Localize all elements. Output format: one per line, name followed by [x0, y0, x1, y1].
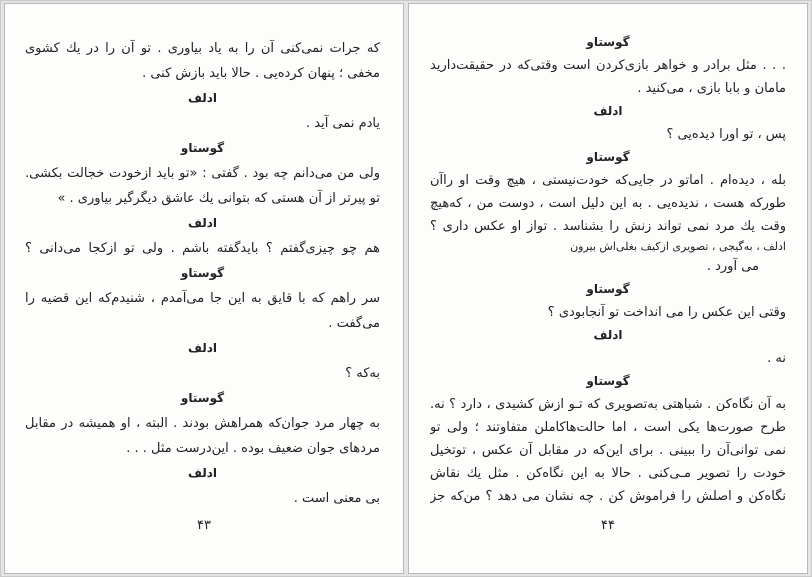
dialogue-line: تو پیرتر از آن هستی که بتوانی یك عاشق دیگرگیر بیاوری . »	[57, 191, 380, 206]
dialogue-line: خودت را تصویر مـی‌کنی . حالا به این نگاه‌کن . مثل یك نقاش	[430, 466, 786, 481]
speaker-heading: گوستاو	[180, 141, 225, 155]
speaker-heading: ادلف	[187, 466, 218, 480]
page-43-content	[5, 4, 403, 573]
dialogue-line: مردهای جوان ضعیف بوده . این‌درست مثل . . .	[126, 441, 380, 456]
dialogue-line: به آن نگاه‌کن . شباهتی به‌تصویری که تـو ازش کشیدی ، دارد ؟ نه.	[430, 397, 786, 412]
stage-direction: می آورد .	[706, 259, 759, 274]
dialogue-line: ولی من می‌دانم چه بود . گفتی : «تو باید ازخودت خجالت بکشی.	[25, 166, 380, 181]
dialogue-line: به‌که ؟	[345, 366, 380, 381]
speaker-heading: گوستاو	[180, 266, 225, 280]
page-number-43: ۴۳	[197, 518, 211, 533]
page-number-44: ۴۴	[601, 518, 615, 533]
dialogue-line: نه .	[767, 351, 786, 366]
dialogue-line: مخفی ؛ پنهان کرده‌یی . حالا باید بازش کنی .	[142, 66, 380, 81]
dialogue-line: وقت یك مرد نمی تواند زنش را بشناسد . تواز او عکس داری ؟	[430, 219, 786, 234]
dialogue-line: می‌گفت .	[328, 316, 380, 331]
dialogue-line: . . . مثل برادر و خواهر بازی‌کردن است وقتی‌که در حقیقت‌دارید	[430, 58, 786, 73]
speaker-heading: گوستاو	[586, 150, 630, 164]
stage-direction: ادلف ، به‌گیجی ، تصویری ازکیف بغلی‌اش بیرون	[570, 240, 786, 253]
speaker-heading: ادلف	[593, 328, 623, 342]
dialogue-line: به چهار مرد جوان‌که همراهش بودند . البته ، او همیشه در مقابل	[25, 416, 380, 431]
dialogue-line: طرح صورت‌ها یکی است ، اما حالت‌هاکاملن متفاوتند ؛ ولی تو	[430, 420, 786, 435]
dialogue-line: طورکه هست ، ندیده‌یی . به این دلیل است ، دوست من ، که‌هیچ	[430, 196, 786, 211]
speaker-heading: ادلف	[593, 104, 623, 118]
dialogue-line: بله ، دیده‌ام . اماتو در جایی‌که خودت‌نیستی ، هیچ وقت او راآن	[430, 173, 786, 188]
dialogue-line: مامان و بابا بازی ، می‌کنید .	[637, 81, 786, 96]
dialogue-line: وقتی این عکس را می انداخت تو آنجابودی ؟	[547, 305, 786, 320]
speaker-heading: ادلف	[187, 91, 218, 105]
dialogue-line: پس ، تو اورا دیده‌یی ؟	[666, 127, 786, 142]
dialogue-line: نمی توانی‌آن را ببینی . برای این‌که در مقابل آن عکس ، توتخیل	[430, 443, 786, 458]
speaker-heading: گوستاو	[586, 374, 630, 388]
page-43	[4, 3, 404, 574]
speaker-heading: ادلف	[187, 216, 218, 230]
page-44-content	[409, 4, 807, 573]
dialogue-line: هم چو چیزی‌گفتم ؟ بایدگفته باشم . ولی تو ازکجا می‌دانی ؟	[25, 241, 380, 256]
speaker-heading: گوستاو	[180, 391, 225, 405]
dialogue-line: بی معنی است .	[293, 491, 380, 506]
dialogue-line: سر راهم که با قایق به این جا می‌آمدم ، شنیدم‌که این قضیه را	[25, 291, 380, 306]
speaker-heading: گوستاو	[586, 35, 630, 49]
speaker-heading: ادلف	[187, 341, 218, 355]
page-44	[408, 3, 808, 574]
dialogue-line: یادم نمی آید .	[306, 116, 380, 131]
speaker-heading: گوستاو	[586, 282, 630, 296]
dialogue-line: نگاه‌کن و اصلش را فراموش کن . چه نشان می دهد ؟ من‌که جز	[430, 489, 786, 504]
dialogue-line: که جرات نمی‌کنی آن را به یاد بیاوری . تو آن را در یك کشوی	[25, 41, 380, 56]
